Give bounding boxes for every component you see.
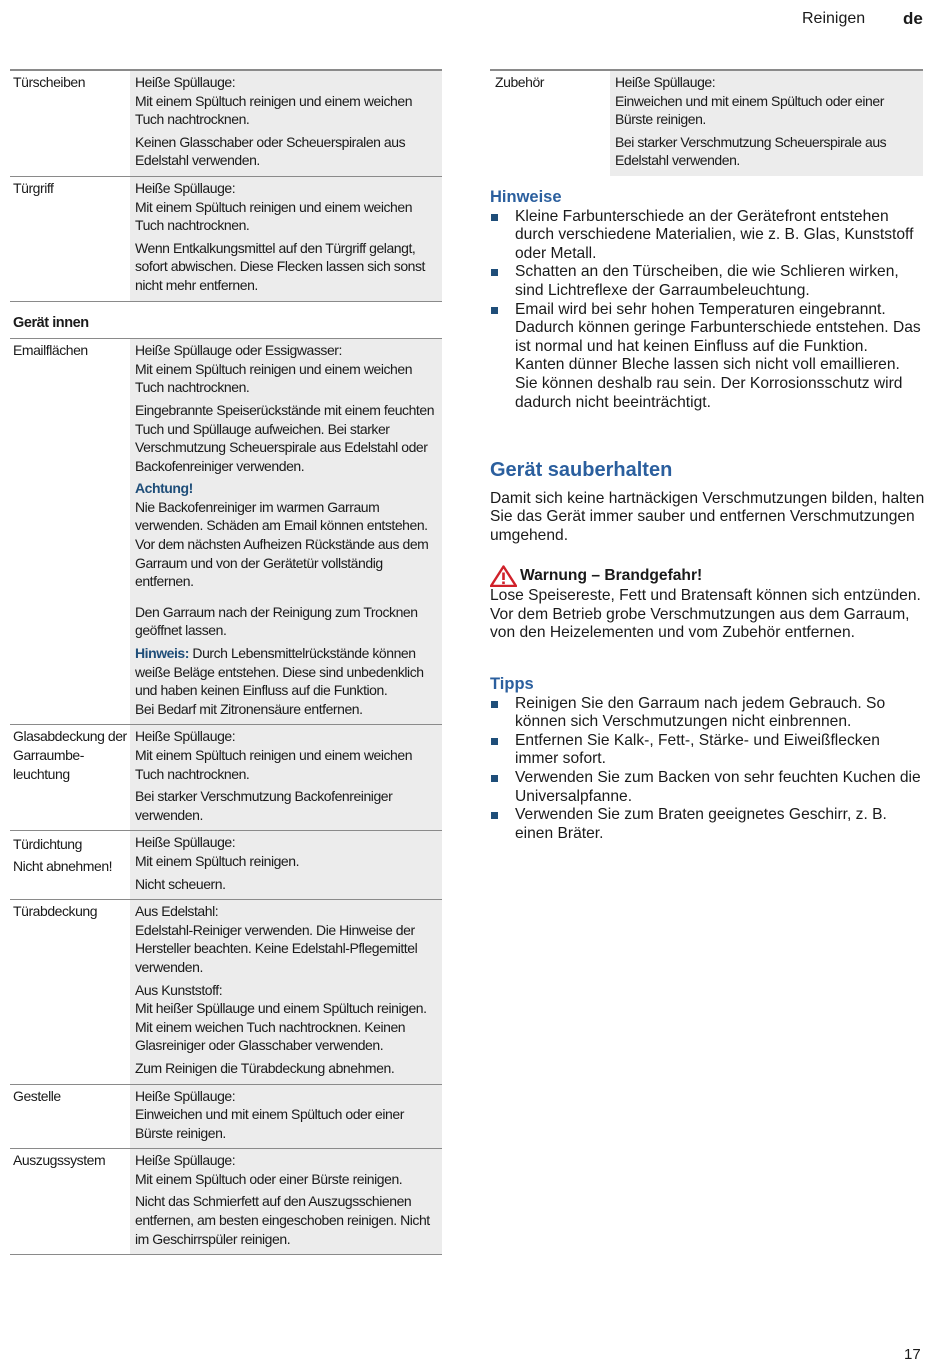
- section-heading: Gerät sauberhalten: [490, 459, 673, 481]
- row-paragraph: Heiße Spüllauge oder Essigwasser: Mit einem Spültuch reinigen und einem weichen Tuch nachtrocknen.: [135, 342, 413, 396]
- table-row: [10, 301, 442, 339]
- list-item: Verwenden Sie zum Backen von sehr feuchten Kuchen die Universalpfanne.: [490, 769, 925, 806]
- header-language: de: [903, 9, 923, 28]
- caution-text: Nie Backofenreiniger im warmen Garraum verwenden. Schäden am Email können entstehen. Vor dem nächsten Aufheizen Rückstände aus dem Garraum und von der Gerätetür vollständig entfernen.: [135, 498, 429, 590]
- page-number: 17: [904, 1346, 921, 1363]
- warning-block: [490, 565, 925, 643]
- row-paragraph: Bei starker Verschmutzung Scheuerspirale aus Edelstahl verwenden.: [615, 133, 887, 169]
- row-content: [130, 339, 442, 724]
- row-content: [130, 900, 442, 1083]
- table-row: [10, 899, 442, 1083]
- row-paragraph: Heiße Spüllauge: Einweichen und mit einem Spültuch oder einer Bürste reinigen.: [135, 1087, 404, 1141]
- table-row: [10, 724, 442, 830]
- row-label: Gestelle: [13, 1087, 61, 1104]
- row-paragraph: Keinen Glasschaber oder Scheuerspiralen aus Edelstahl verwenden.: [135, 133, 406, 169]
- hinweise-section: [490, 188, 925, 412]
- row-paragraph: Den Garraum nach der Reinigung zum Trocknen geöffnet lassen.: [135, 603, 418, 639]
- sauberhalten-section: [490, 461, 925, 545]
- table-row: [10, 1148, 442, 1255]
- caution-label: Achtung!: [135, 480, 193, 497]
- table-row: [10, 69, 442, 176]
- row-paragraph: Nicht scheuern.: [135, 875, 226, 892]
- row-label: Zubehör: [495, 74, 544, 90]
- row-paragraph: Heiße Spüllauge: Mit einem Spültuch oder einer Bürste reinigen.: [135, 1152, 403, 1187]
- row-paragraph: Nicht das Schmierfett auf den Auszugsschienen entfernen, am besten eingeschoben reinigen. Nicht im Geschirrspüler reinigen.: [135, 1193, 430, 1247]
- cleaning-table-right: [490, 69, 923, 176]
- row-paragraph: Aus Edelstahl: Edelstahl-Reiniger verwenden. Die Hinweise der Hersteller beachten. Keine Edelstahl-Pflegemittel verwenden.: [135, 903, 418, 975]
- note-text: Durch Lebensmittelrückstände können weiße Beläge entstehen. Diese sind unbedenklich und haben keinen Einfluss auf die Funktion.: [135, 645, 424, 699]
- tipps-section: [490, 675, 925, 843]
- section-title-geraet-innen: Gerät innen: [13, 314, 89, 331]
- list-item: Verwenden Sie zum Braten geeignetes Geschirr, z. B. einen Bräter.: [490, 806, 925, 843]
- cleaning-table-left: [10, 69, 442, 1255]
- warning-text: Lose Speisereste, Fett und Bratensaft können sich entzünden. Vor dem Betrieb grobe Verschmutzungen aus dem Garraum, von den Heizelementen und vom Zubehör entfernen.: [490, 587, 921, 642]
- row-label: Emailflächen: [13, 342, 88, 359]
- tipps-title: Tipps: [490, 675, 534, 693]
- row-paragraph: Wenn Entkalkungsmittel auf den Türgriff gelangt, sofort abwischen. Diese Flecken lassen sich sonst nicht mehr entfernen.: [135, 239, 425, 293]
- row-paragraph: Zum Reinigen die Türabdeckung abnehmen.: [135, 1059, 395, 1076]
- row-paragraph: Bei starker Verschmutzung Backofenreiniger verwenden.: [135, 788, 393, 823]
- hinweise-title: Hinweise: [490, 188, 562, 206]
- list-item: Kleine Farbunterschiede an der Gerätefront entstehen durch verschiedene Materialien, wie z. B. Glas, Kunststoff oder Metall.: [490, 208, 925, 264]
- header-section-title: Reinigen: [802, 10, 866, 27]
- row-label: Glasabdeckung der Garraumbe- leuchtung: [13, 728, 127, 782]
- row-label: Türabdeckung: [13, 903, 98, 920]
- table-row: [10, 1084, 442, 1149]
- row-paragraph: Eingebrannte Speiserückstände mit einem feuchten Tuch und Spüllauge aufweichen. Bei starker Verschmutzung Scheuerspirale aus Edelstahl oder Backofenreiniger verwenden.: [135, 401, 435, 474]
- list-item: Entfernen Sie Kalk-, Fett-, Stärke- und Eiweißflecken immer sofort.: [490, 732, 925, 769]
- table-row: [10, 176, 442, 301]
- row-content: [130, 1085, 442, 1149]
- row-label: Türscheiben: [13, 74, 86, 90]
- row-paragraph: Heiße Spüllauge: Mit einem Spültuch reinigen und einem weichen Tuch nachtrocknen.: [135, 728, 413, 782]
- tipps-list: [490, 695, 925, 844]
- row-content: [610, 71, 923, 176]
- section-text: Damit sich keine hartnäckigen Verschmutzungen bilden, halten Sie das Gerät immer sauber und entfernen Verschmutzungen umgehend.: [490, 489, 925, 544]
- row-content: [130, 71, 442, 176]
- note-paragraph: [135, 644, 438, 700]
- row-content: [130, 725, 442, 830]
- row-label: Auszugssystem: [13, 1152, 106, 1169]
- list-item: Schatten an den Türscheiben, die wie Schlieren wirken, sind Lichtreflexe der Garraumbeleuchtung.: [490, 263, 925, 300]
- row-content: [130, 831, 442, 899]
- row-label: Türgriff: [13, 179, 54, 196]
- table-row-email: [10, 338, 442, 724]
- table-row: [490, 69, 923, 176]
- row-paragraph: Aus Kunststoff: Mit heißer Spüllauge und einem Spültuch reinigen. Mit einem weichen Tuch nachtrocknen. Keinen Glasreiniger oder Glasschaber verwenden.: [135, 981, 427, 1054]
- list-item: Reinigen Sie den Garraum nach jedem Gebrauch. So können sich Verschmutzungen nicht einbrennen.: [490, 695, 925, 732]
- note-label: Hinweis:: [135, 645, 189, 662]
- warning-title: Warnung – Brandgefahr!: [520, 566, 703, 584]
- row-paragraph: Heiße Spüllauge: Mit einem Spültuch reinigen und einem weichen Tuch nachtrocknen.: [135, 74, 413, 128]
- hinweise-list: [490, 208, 925, 413]
- warning-heading: [490, 565, 925, 587]
- row-content: [130, 177, 442, 301]
- table-row: [10, 830, 442, 899]
- warning-triangle-icon: [490, 565, 517, 587]
- row-content: [130, 1149, 442, 1254]
- row-paragraph: Heiße Spüllauge: Einweichen und mit einem Spültuch oder einer Bürste reinigen.: [615, 74, 884, 128]
- row-paragraph: Heiße Spüllauge: Mit einem Spültuch reinigen und einem weichen Tuch nachtrocknen.: [135, 179, 413, 234]
- row-paragraph: Bei Bedarf mit Zitronensäure entfernen.: [135, 700, 363, 717]
- row-paragraph: Heiße Spüllauge: Mit einem Spültuch reinigen.: [135, 834, 300, 869]
- row-label: Türdichtung Nicht abnehmen!: [13, 836, 113, 875]
- list-item: Email wird bei sehr hohen Temperaturen eingebrannt. Dadurch können geringe Farbunterschiede entstehen. Das ist normal und hat keinen Einfluss auf die Funktion. Kanten dünner Bleche lassen sich nicht voll emaillieren. Sie können deshalb rau sein. Der Korrosionsschutz wird dadurch nicht beeinträchtigt.: [490, 301, 925, 413]
